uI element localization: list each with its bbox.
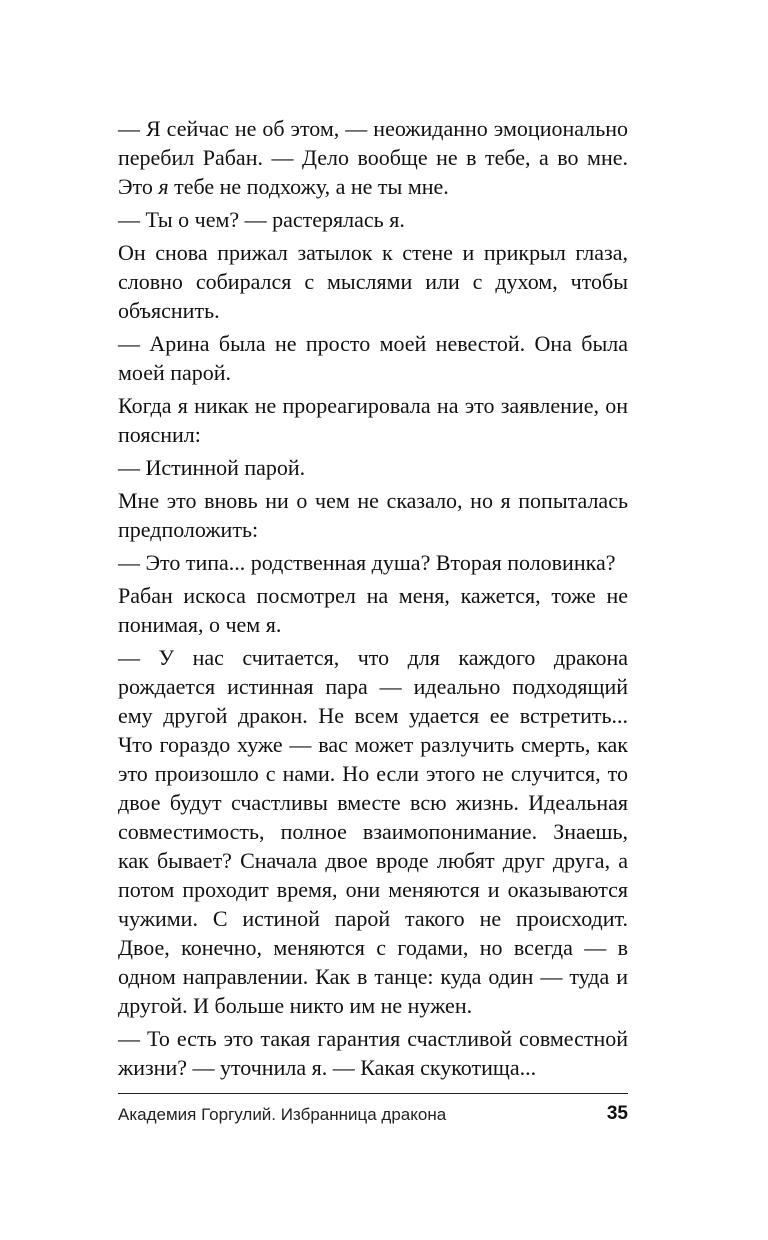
paragraph-9: Рабан искоса посмотрел на меня, кажется, тоже не понимая, о чем я. (118, 583, 628, 637)
paragraph-4: — Арина была не просто моей невестой. Она была моей парой. (118, 331, 628, 385)
paragraph-7: Мне это вновь ни о чем не сказало, но я попыталась предположить: (118, 488, 628, 542)
paragraph-2: — Ты о чем? — растерялась я. (118, 207, 405, 232)
paragraph-8: — Это типа... родственная душа? Вторая половинка? (118, 550, 616, 575)
footer-divider (118, 1093, 628, 1094)
paragraph-11: — То есть это такая гарантия счастливой совместной жизни? — уточнила я. — Какая скукотища... (118, 1026, 628, 1080)
paragraph-6: — Истинной парой. (118, 455, 306, 480)
paragraph-3: Он снова прижал затылок к стене и прикрыл глаза, словно собирался с мыслями или с духом, чтобы объяснить. (118, 240, 628, 323)
paragraph-10: — У нас считается, что для каждого дракона рождается истинная пара — идеально подходящий ему другой дракон. Не всем удается ее встретить... Что гораздо хуже — вас может разлучить смерть, как это произошло с нами. Но если этого не случится, то двое будут счастливы вместе всю жизнь. Идеальная совместимость, полное взаимопонимание. Знаешь, как бывает? Сначала двое вроде любят друг друга, а потом проходит время, они меняются и оказываются чужими. С истиной парой такого не происходит. Двое, конечно, меняются с годами, но всегда — в одном направлении. Как в танце: куда один — туда и другой. И больше никто им не нужен. (118, 645, 628, 1018)
page-number: 35 (606, 1103, 628, 1124)
page-body-text (118, 114, 628, 1082)
paragraph-5: Когда я никак не прореагировала на это заявление, он пояснил: (118, 393, 628, 447)
running-footer-title: Академия Горгулий. Избранница дракона (118, 1105, 447, 1124)
paragraph-1: — Я сейчас не об этом, — неожиданно эмоционально перебил Рабан. — Дело вообще не в тебе, а во мне. Это я тебе не подхожу, а не ты мне. (118, 116, 628, 199)
emphasis-word: я (158, 174, 169, 199)
